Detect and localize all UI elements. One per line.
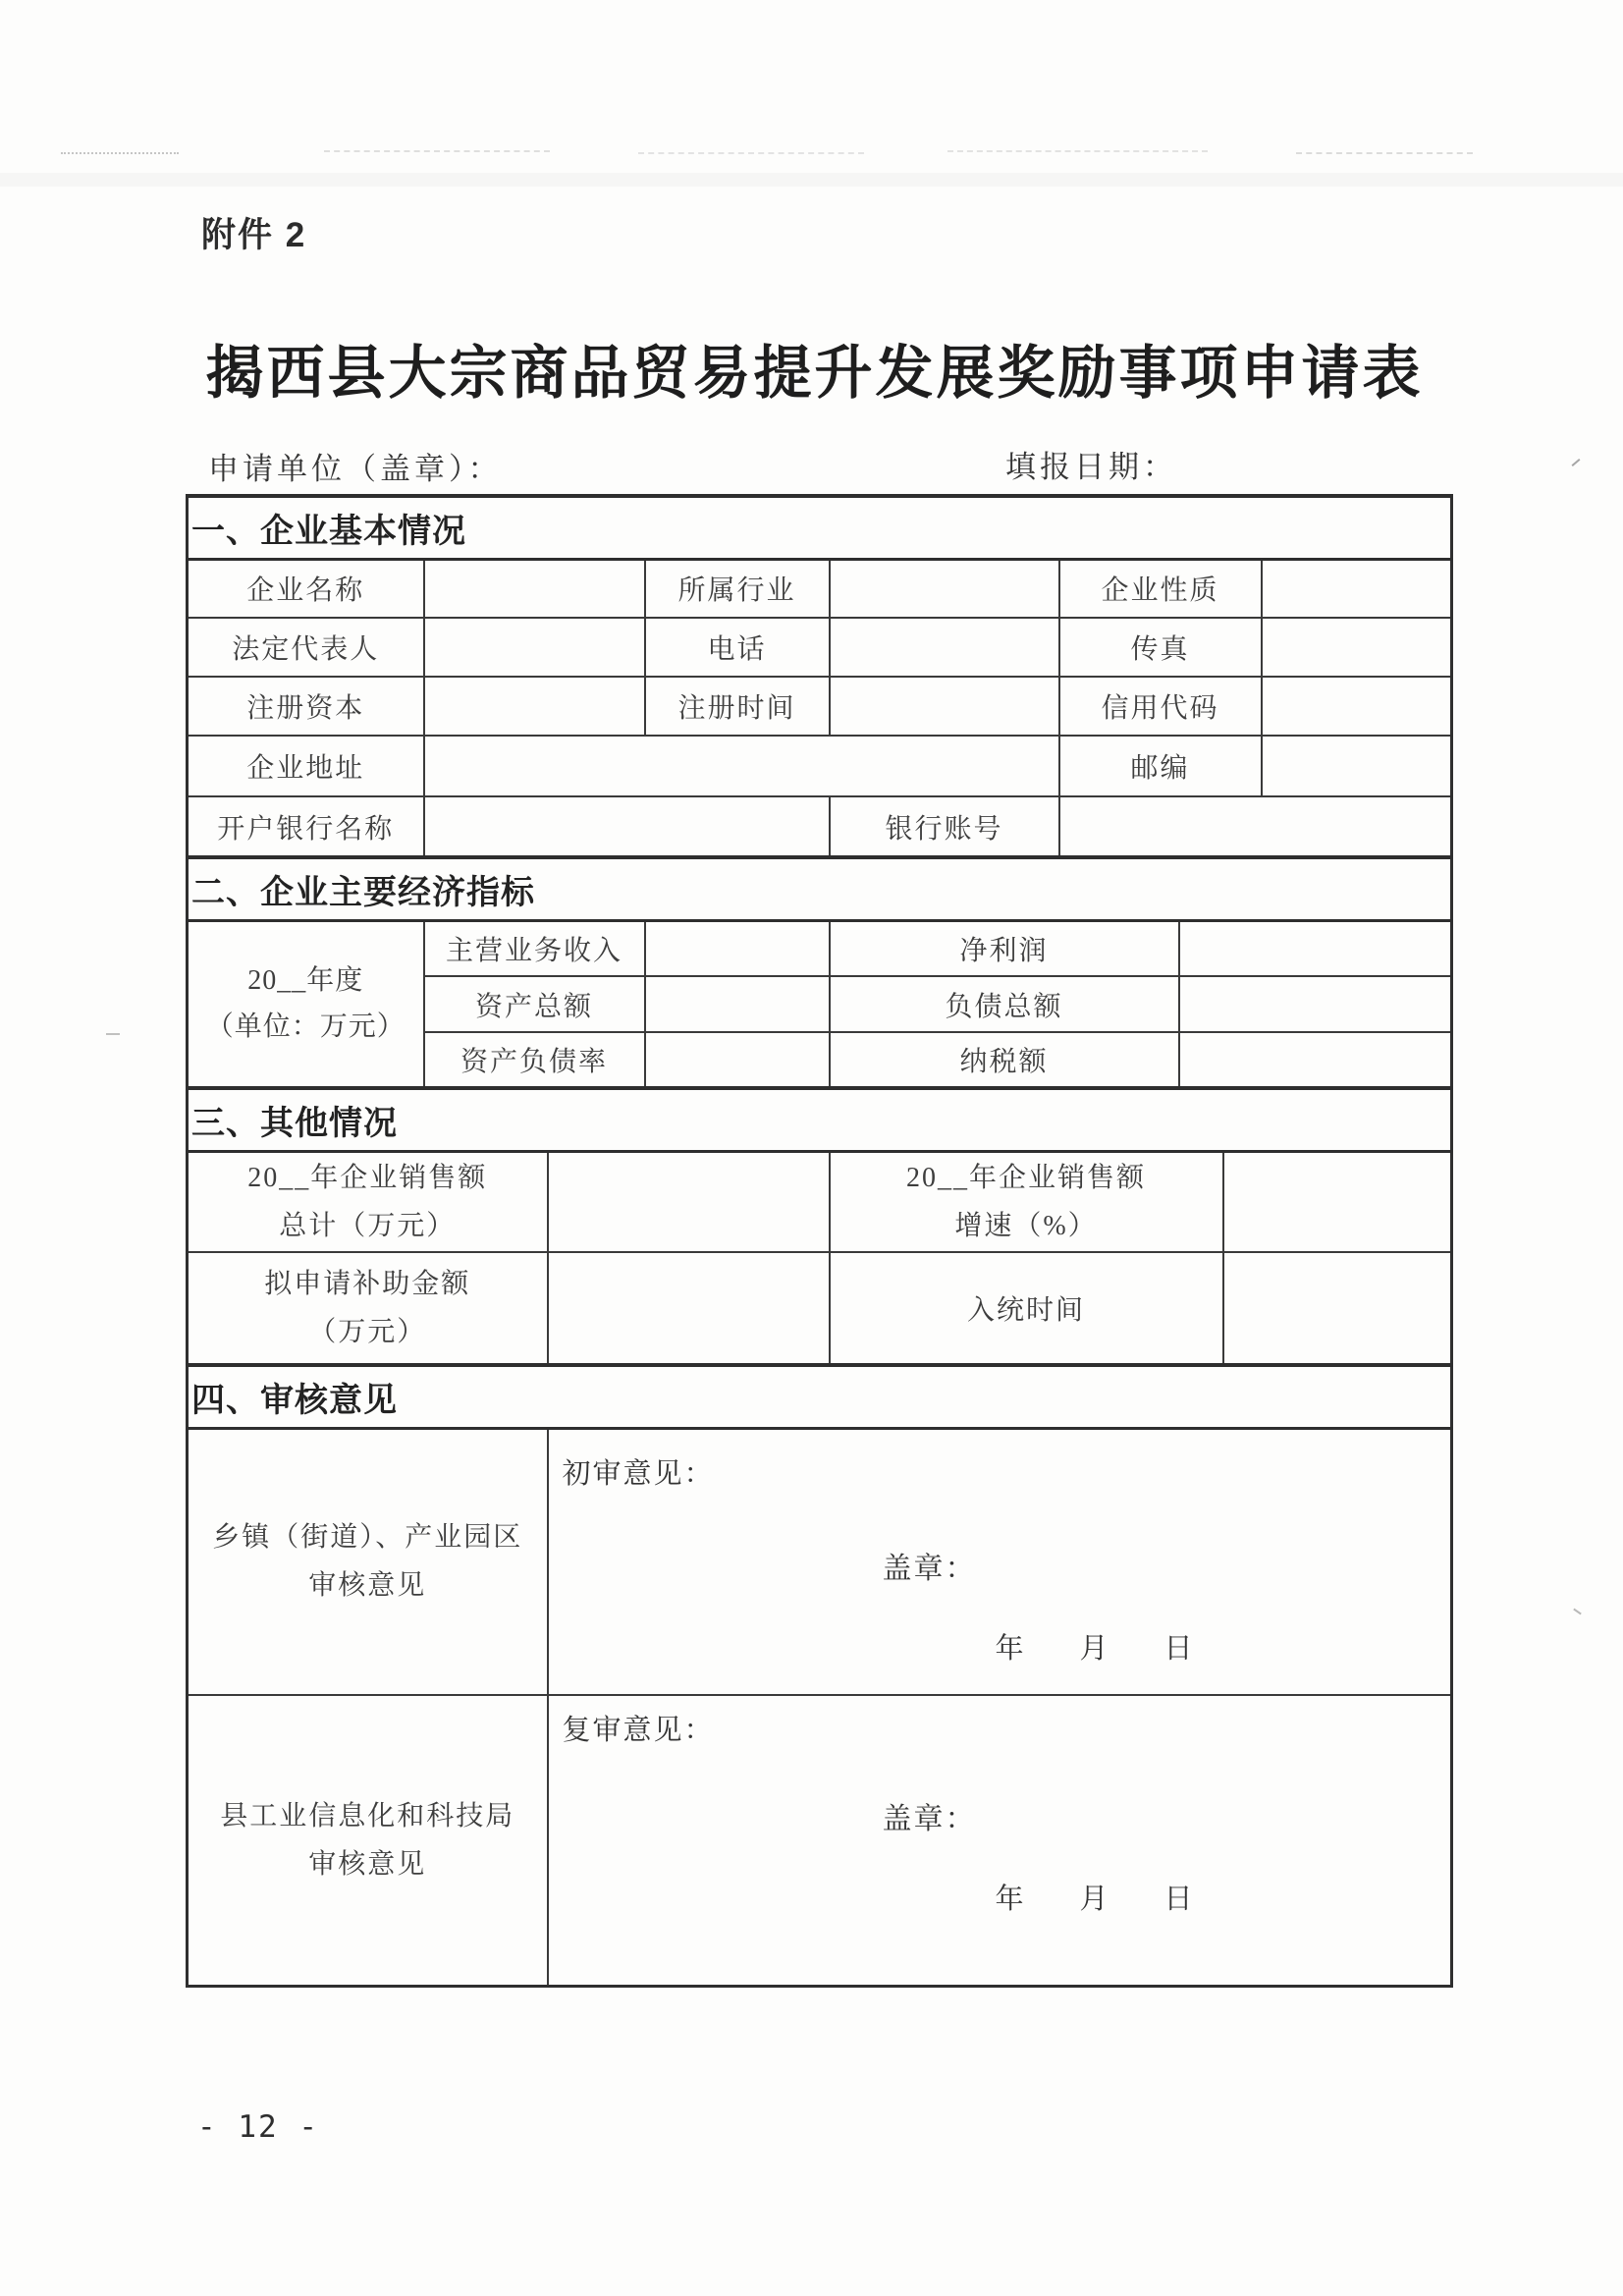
- main-revenue-value-cell: [645, 920, 830, 976]
- tax-amount-value-cell: [1179, 1032, 1452, 1088]
- scan-speck: [106, 1033, 120, 1035]
- township-review-line1: 乡镇（街道）、产业园区: [212, 1522, 523, 1554]
- reg-capital-label: 注册资本: [188, 677, 424, 736]
- reg-time-value-cell: [830, 677, 1059, 736]
- seal-label: 盖章：: [882, 1552, 977, 1585]
- bank-account-label: 银行账号: [830, 796, 1059, 857]
- attachment-label: 附件 2: [201, 216, 307, 254]
- final-review-cell: [548, 1695, 1452, 1986]
- unit-line: （单位：万元）: [205, 1011, 406, 1043]
- scan-speck: [1573, 1609, 1582, 1615]
- total-liabilities-value-cell: [1179, 976, 1452, 1032]
- total-assets-label: 资产总额: [424, 976, 645, 1032]
- industry-label: 所属行业: [645, 559, 830, 618]
- debt-ratio-label: 资产负债率: [424, 1032, 645, 1088]
- subsidy-line1: 拟申请补助金额: [264, 1269, 471, 1299]
- phone-value-cell: [830, 618, 1059, 677]
- county-bureau-review-label: [188, 1695, 548, 1986]
- fax-label: 传真: [1059, 618, 1262, 677]
- company-nature-label: 企业性质: [1059, 559, 1262, 618]
- debt-ratio-value-cell: [645, 1032, 830, 1088]
- reg-time-label: 注册时间: [645, 677, 830, 736]
- scan-artifact-dashes: [1296, 152, 1473, 154]
- legal-rep-label: 法定代表人: [188, 618, 424, 677]
- form-title: 揭西县大宗商品贸易提升发展奖励事项申请表: [205, 341, 1424, 406]
- section-1-header: 一、企业基本情况: [188, 496, 1452, 559]
- sales-growth-label: [830, 1151, 1223, 1252]
- sales-growth-value-cell: [1223, 1151, 1452, 1252]
- final-opinion-label: 复审意见：: [562, 1715, 715, 1746]
- subsidy-line2: （万元）: [308, 1317, 427, 1347]
- sales-total-value-cell: [548, 1151, 830, 1252]
- address-value-cell: [424, 736, 1059, 796]
- bank-account-value-cell: [1059, 796, 1452, 857]
- subsidy-amount-label: [188, 1252, 548, 1365]
- year-line: 20__年度: [247, 964, 364, 996]
- company-name-value-cell: [424, 559, 645, 618]
- scan-artifact-dashes: [61, 152, 179, 154]
- preliminary-review-cell: [548, 1428, 1452, 1695]
- industry-value-cell: [830, 559, 1059, 618]
- sales-total-line1: 20__年企业销售额: [247, 1162, 488, 1193]
- total-assets-value-cell: [645, 976, 830, 1032]
- section-2-header: 二、企业主要经济指标: [188, 857, 1452, 920]
- tax-amount-label: 纳税额: [830, 1032, 1179, 1088]
- section-4-header: 四、审核意见: [188, 1365, 1452, 1428]
- application-form-table: [186, 494, 1453, 1988]
- company-nature-value-cell: [1262, 559, 1452, 618]
- date-placeholder: 年 月 日: [995, 1884, 1207, 1915]
- township-review-label: [188, 1428, 548, 1695]
- section-3-header: 三、其他情况: [188, 1088, 1452, 1151]
- legal-rep-value-cell: [424, 618, 645, 677]
- credit-code-value-cell: [1262, 677, 1452, 736]
- page-number: - 12 -: [197, 2109, 319, 2145]
- year-unit-label: [188, 920, 424, 1088]
- scan-artifact-dashes: [947, 150, 1208, 152]
- seal-label: 盖章：: [882, 1803, 977, 1835]
- county-bureau-line2: 审核意见: [308, 1848, 427, 1880]
- sales-total-line2: 总计（万元）: [279, 1210, 457, 1241]
- subsidy-amount-value-cell: [548, 1252, 830, 1365]
- postcode-label: 邮编: [1059, 736, 1262, 796]
- main-revenue-label: 主营业务收入: [424, 920, 645, 976]
- credit-code-label: 信用代码: [1059, 677, 1262, 736]
- net-profit-value-cell: [1179, 920, 1452, 976]
- scan-artifact-dashes: [638, 152, 864, 154]
- stat-time-value-cell: [1223, 1252, 1452, 1365]
- address-label: 企业地址: [188, 736, 424, 796]
- bank-name-value-cell: [424, 796, 830, 857]
- total-liabilities-label: 负债总额: [830, 976, 1179, 1032]
- date-placeholder: 年 月 日: [995, 1632, 1207, 1665]
- bank-name-label: 开户银行名称: [188, 796, 424, 857]
- fill-date-label: 填报日期：: [1005, 450, 1177, 484]
- sales-growth-line1: 20__年企业销售额: [905, 1162, 1146, 1193]
- stat-time-label: 入统时间: [830, 1252, 1223, 1365]
- applicant-seal-label: 申请单位（盖章）：: [208, 452, 503, 486]
- sales-total-label: [188, 1151, 548, 1252]
- scan-artifact-dashes: [324, 150, 550, 152]
- phone-label: 电话: [645, 618, 830, 677]
- reg-capital-value-cell: [424, 677, 645, 736]
- postcode-value-cell: [1262, 736, 1452, 796]
- county-bureau-line1: 县工业信息化和科技局: [220, 1800, 515, 1831]
- company-name-label: 企业名称: [188, 559, 424, 618]
- township-review-line2: 审核意见: [308, 1570, 427, 1602]
- preliminary-opinion-label: 初审意见：: [562, 1457, 715, 1490]
- scan-speck: [1572, 459, 1581, 466]
- sales-growth-line2: 增速（%）: [954, 1210, 1098, 1241]
- fax-value-cell: [1262, 618, 1452, 677]
- net-profit-label: 净利润: [830, 920, 1179, 976]
- scan-artifact-band: [0, 173, 1623, 187]
